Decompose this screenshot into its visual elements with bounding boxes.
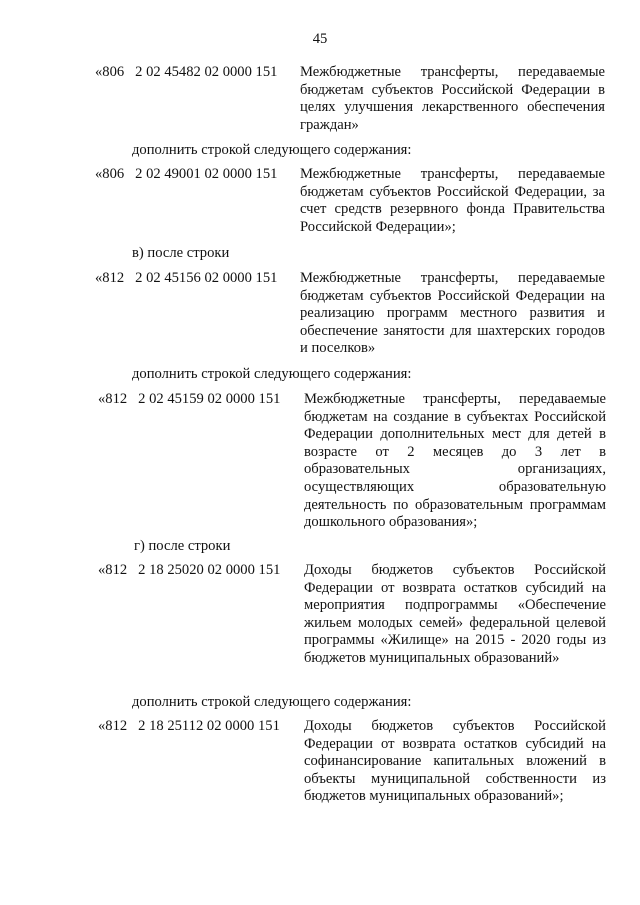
after-row-note: в) после строки xyxy=(132,245,230,261)
after-row-note: г) после строки xyxy=(134,538,231,554)
supplement-note: дополнить строкой следующего содержания: xyxy=(132,694,412,710)
supplement-note: дополнить строкой следующего содержания: xyxy=(132,142,412,158)
entry-description: Межбюджетные трансферты, передаваемые бюджетам на создание в субъектах Российской Федерации дополнительных мест для детей в возрасте от 2 месяцев до 3 лет в образовательных организациях, осуществляющих образовательную деятельность по образовательным программам дошкольного образования»; xyxy=(304,391,606,531)
budget-code: «812 2 02 45159 02 0000 151 xyxy=(98,391,281,407)
budget-code: «812 2 18 25020 02 0000 151 xyxy=(98,562,281,578)
entry-description: Доходы бюджетов субъектов Российской Федерации от возврата остатков субсидий на мероприятия подпрограммы «Обеспечение жильем молодых семей» федеральной целевой программы «Жилище» на 2015 - 2020 годы из бюджетов муниципальных образований» xyxy=(304,562,606,666)
entry-description: Межбюджетные трансферты, передаваемые бюджетам субъектов Российской Федерации на реализацию программ местного развития и обеспечение занятости для шахтерских городов и поселков» xyxy=(300,270,605,357)
entry-description: Доходы бюджетов субъектов Российской Федерации от возврата остатков субсидий на софинансирование капитальных вложений в объекты муниципальной собственности из бюджетов муниципальных образований»; xyxy=(304,718,606,805)
budget-code: «812 2 02 45156 02 0000 151 xyxy=(95,270,278,286)
budget-code: «812 2 18 25112 02 0000 151 xyxy=(98,718,280,734)
entry-description: Межбюджетные трансферты, передаваемые бюджетам субъектов Российской Федерации в целях улучшения лекарственного обеспечения граждан» xyxy=(300,64,605,133)
supplement-note: дополнить строкой следующего содержания: xyxy=(132,366,412,382)
budget-code: «806 2 02 45482 02 0000 151 xyxy=(95,64,278,80)
page-number: 45 xyxy=(312,31,328,47)
entry-description: Межбюджетные трансферты, передаваемые бюджетам субъектов Российской Федерации, за счет средств резервного фонда Правительства Российской Федерации»; xyxy=(300,166,605,235)
budget-code: «806 2 02 49001 02 0000 151 xyxy=(95,166,278,182)
